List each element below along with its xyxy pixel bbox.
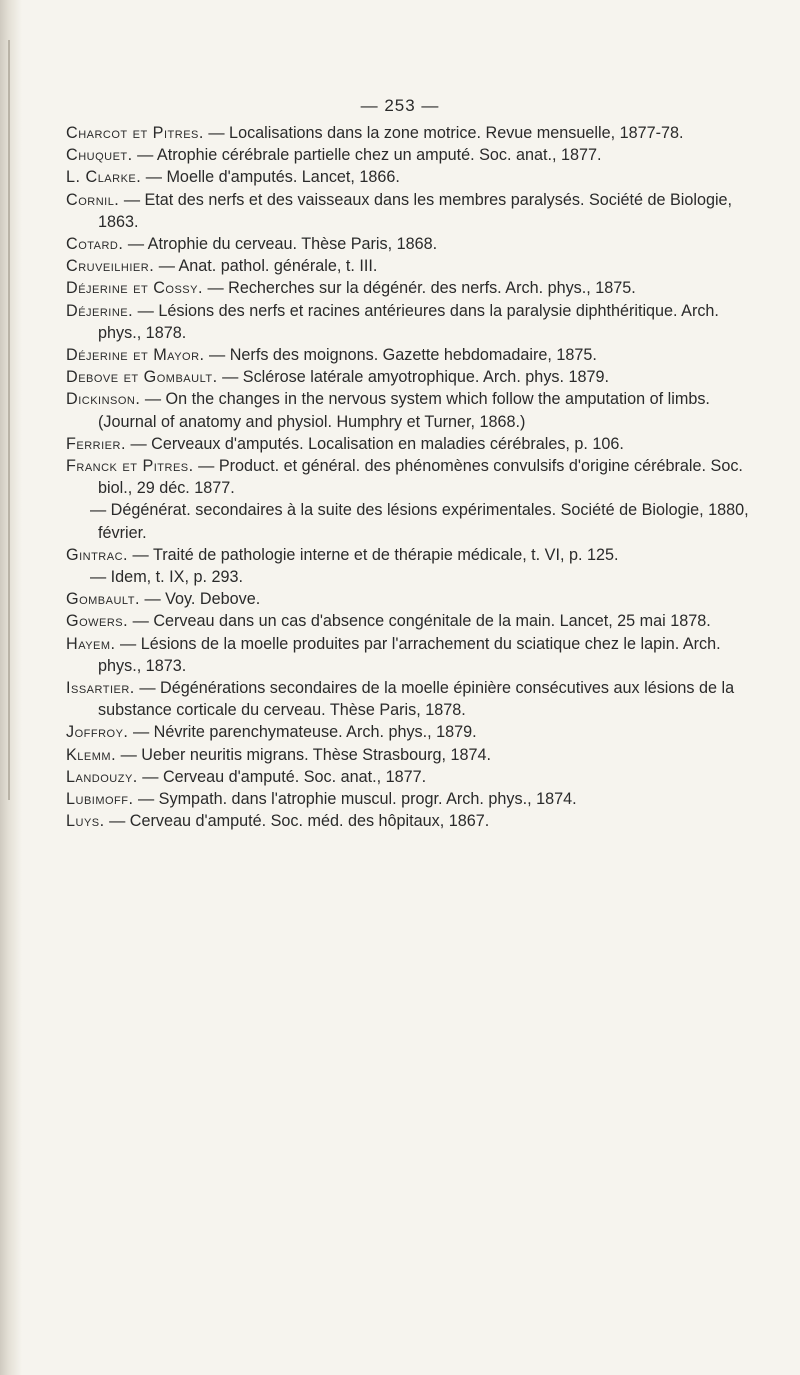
entry-author: Issartier.	[66, 679, 135, 698]
entry-author: Déjerine et Cossy.	[66, 279, 203, 298]
bibliography-entry	[66, 433, 756, 455]
entry-text: — Cerveau d'amputé. Soc. anat., 1877.	[142, 767, 427, 786]
entry-author: Gowers.	[66, 612, 129, 631]
bibliography-entry	[66, 566, 756, 588]
entry-author: Gintrac.	[66, 545, 129, 564]
bibliography-entry	[66, 388, 756, 432]
entry-author: Landouzy.	[66, 767, 138, 786]
entry-text: — Recherches sur la dégénér. des nerfs. Arch. phys., 1875.	[207, 279, 636, 298]
entry-text: — Anat. pathol. générale, t. III.	[158, 257, 378, 276]
entry-text: — Lésions de la moelle produites par l'arrachement du sciatique chez le lapin. Arch. phys., 1873.	[98, 634, 721, 675]
page-binding-edge	[0, 0, 22, 1375]
bibliography-entry	[66, 455, 756, 499]
bibliography-entry	[66, 122, 756, 144]
entry-author: Déjerine et Mayor.	[66, 346, 205, 365]
entry-author: Joffroy.	[66, 723, 129, 742]
entry-text: — Atrophie cérébrale partielle chez un amputé. Soc. anat., 1877.	[137, 146, 602, 165]
entry-author: L. Clarke.	[66, 168, 142, 187]
entry-author: Charcot et Pitres.	[66, 124, 204, 142]
entry-text: — On the changes in the nervous system which follow the amputation of limbs. (Journal of anatomy and physiol. Humphry et Turner, 1868.)	[98, 390, 710, 431]
entry-author: Déjerine.	[66, 301, 134, 320]
entry-author: Chuquet.	[66, 146, 133, 165]
entry-text: — Localisations dans la zone motrice. Revue mensuelle, 1877-78.	[208, 124, 684, 142]
bibliography-entry	[66, 300, 756, 344]
entry-text: — Lésions des nerfs et racines antérieures dans la paralysie diphthéritique. Arch. phys., 1878.	[98, 301, 719, 342]
bibliography-entry	[66, 588, 756, 610]
entry-author: Debove et Gombault.	[66, 368, 218, 387]
entry-author: Hayem.	[66, 634, 116, 653]
entry-text: — Traité de pathologie interne et de thérapie médicale, t. VI, p. 125.	[132, 545, 619, 564]
entry-text: — Dégénérat. secondaires à la suite des lésions expérimentales. Société de Biologie, 1880, février.	[90, 501, 749, 542]
bibliography-entry	[66, 189, 756, 233]
entry-author: Gombault.	[66, 590, 140, 609]
entry-text: — Atrophie du cerveau. Thèse Paris, 1868.	[127, 235, 438, 254]
bibliography-entry	[66, 788, 756, 810]
bibliography-entry	[66, 255, 756, 277]
entry-author: Ferrier.	[66, 434, 126, 453]
entry-text: — Moelle d'amputés. Lancet, 1866.	[145, 168, 400, 187]
entry-text: — Dégénérations secondaires de la moelle épinière consécutives aux lésions de la substance corticale du cerveau. Thèse Paris, 1878.	[98, 679, 735, 720]
entry-author	[66, 501, 90, 519]
bibliography-entry	[66, 277, 756, 299]
entry-text: — Nerfs des moignons. Gazette hebdomadaire, 1875.	[209, 346, 597, 365]
bibliography-entry	[66, 499, 756, 543]
entry-author: Lubimoff.	[66, 790, 134, 809]
entry-text: — Etat des nerfs et des vaisseaux dans les membres paralysés. Société de Biologie, 1863.	[98, 190, 733, 231]
bibliography-entry	[66, 233, 756, 255]
bibliography-entry	[66, 810, 756, 832]
entry-text: — Sclérose latérale amyotrophique. Arch. phys. 1879.	[222, 368, 610, 387]
bibliography-entry	[66, 766, 756, 788]
page-number: — 253 —	[360, 96, 440, 115]
entry-text: — Cerveau dans un cas d'absence congénitale de la main. Lancet, 25 mai 1878.	[132, 612, 711, 631]
entry-text: — Product. et général. des phénomènes convulsifs d'origine cérébrale. Soc. biol., 29 déc. 1877.	[98, 457, 743, 498]
entry-text: — Cerveau d'amputé. Soc. méd. des hôpitaux, 1867.	[109, 812, 490, 831]
bibliography-entry	[66, 721, 756, 743]
bibliography-entry	[66, 610, 756, 632]
bibliography-entry	[66, 744, 756, 766]
entry-author: Klemm.	[66, 745, 117, 764]
bibliography-entry	[66, 366, 756, 388]
entry-author	[66, 568, 90, 586]
bibliography-entry	[66, 677, 756, 721]
entry-text: — Cerveaux d'amputés. Localisation en maladies cérébrales, p. 106.	[130, 434, 624, 453]
bibliography-entry	[66, 166, 756, 188]
entry-text: — Sympath. dans l'atrophie muscul. progr. Arch. phys., 1874.	[138, 790, 577, 809]
entry-author: Franck et Pitres.	[66, 457, 194, 476]
bibliography-entry	[66, 144, 756, 166]
entry-author: Cotard.	[66, 235, 124, 254]
entry-text: — Idem, t. IX, p. 293.	[90, 568, 243, 587]
entry-text: — Névrite parenchymateuse. Arch. phys., 1879.	[132, 723, 477, 742]
binding-shadow	[8, 40, 10, 800]
entry-author: Luys.	[66, 812, 105, 831]
bibliography-entry	[66, 544, 756, 566]
bibliography-entry	[66, 344, 756, 366]
bibliography-entry	[66, 633, 756, 677]
entry-author: Cruveilhier.	[66, 257, 155, 276]
bibliography-list	[66, 122, 756, 833]
entry-text: — Ueber neuritis migrans. Thèse Strasbourg, 1874.	[120, 745, 491, 764]
entry-author: Dickinson.	[66, 390, 141, 409]
entry-author: Cornil.	[66, 190, 120, 209]
entry-text: — Voy. Debove.	[144, 590, 261, 609]
